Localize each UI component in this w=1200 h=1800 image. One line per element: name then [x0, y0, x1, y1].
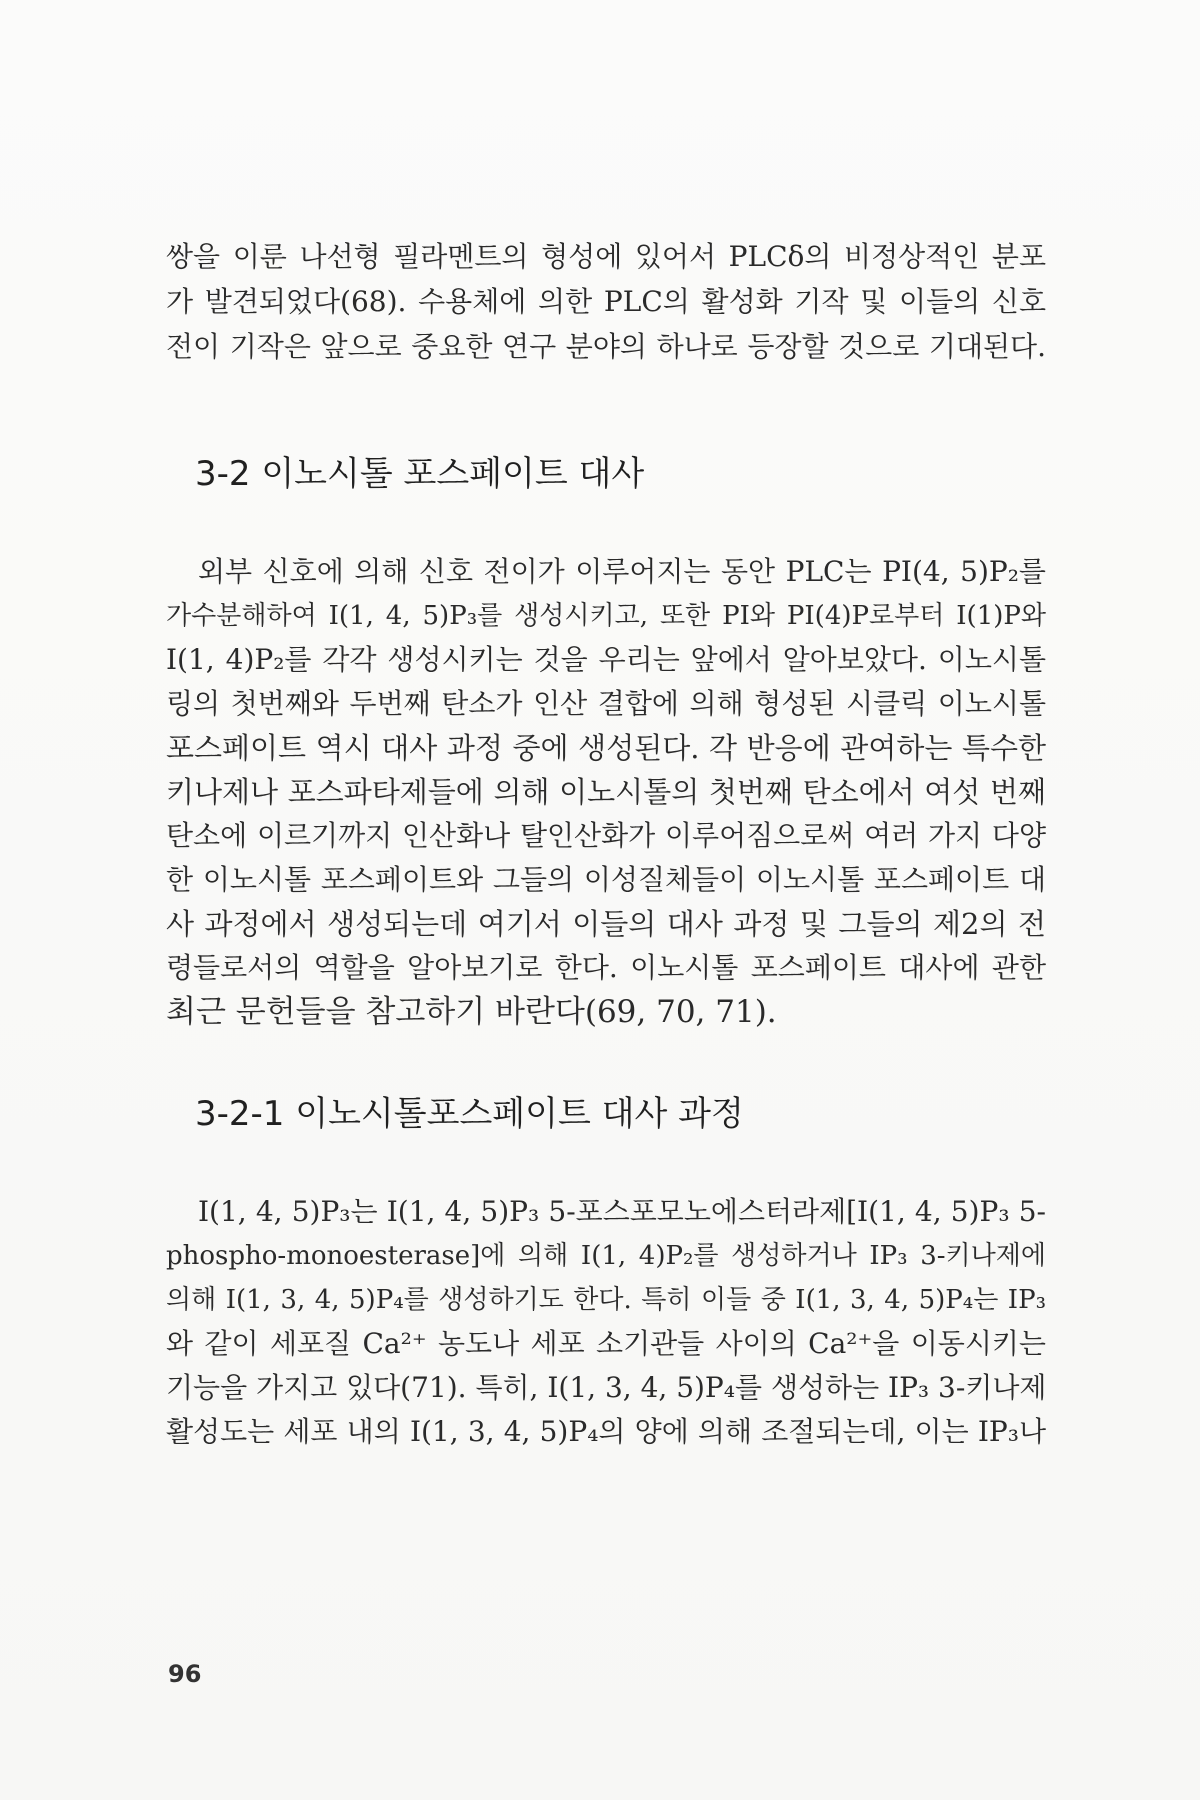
text-line: 최근 문헌들을 참고하기 바란다(69, 70, 71). [166, 994, 777, 1030]
text-line: 포스페이트 역시 대사 과정 중에 생성된다. 각 반응에 관여하는 특수한 [166, 731, 1046, 765]
text-line: 키나제나 포스파타제들에 의해 이노시톨의 첫번째 탄소에서 여섯 번째 [166, 775, 1046, 809]
text-line: 쌍을 이룬 나선형 필라멘트의 형성에 있어서 PLCδ의 비정상적인 분포 [166, 240, 1046, 273]
text-line: 와 같이 세포질 Ca²⁺ 농도나 세포 소기관들 사이의 Ca²⁺을 이동시키는 [166, 1327, 1046, 1360]
text-line: 가수분해하여 I(1, 4, 5)P₃를 생성시키고, 또한 PI와 PI(4)P로부터 I(1)P와 [166, 601, 1046, 631]
page-number: 96 [168, 1660, 202, 1688]
text-line: I(1, 4)P₂를 각각 생성시키는 것을 우리는 앞에서 알아보았다. 이노시톨 [166, 643, 1046, 676]
text-line: 기능을 가지고 있다(71). 특히, I(1, 3, 4, 5)P₄를 생성하는 IP₃ 3-키나제 [166, 1371, 1047, 1404]
text-line: 령들로서의 역할을 알아보기로 한다. 이노시톨 포스페이트 대사에 관한 [166, 951, 1046, 984]
text-line: 탄소에 이르기까지 인산화나 탈인산화가 이루어짐으로써 여러 가지 다양 [166, 819, 1046, 852]
text-line: 링의 첫번째와 두번째 탄소가 인산 결합에 의해 형성된 시클릭 이노시톨 [166, 687, 1046, 720]
text-line: 사 과정에서 생성되는데 여기서 이들의 대사 과정 및 그들의 제2의 전 [166, 907, 1046, 941]
text-line: 의해 I(1, 3, 4, 5)P₄를 생성하기도 한다. 특히 이들 중 I(1, 3, 4, 5)P₄는 IP₃ [166, 1285, 1046, 1315]
text-line: phospho-monoesterase]에 의해 I(1, 4)P₂를 생성하거나 IP₃ 3-키나제에 [166, 1241, 1046, 1271]
text-line: 활성도는 세포 내의 I(1, 3, 4, 5)P₄의 양에 의해 조절되는데, 이는 IP₃나 [166, 1415, 1046, 1448]
text-line: 전이 기작은 앞으로 중요한 연구 분야의 하나로 등장할 것으로 기대된다. [166, 330, 1046, 363]
subsection-heading: 3-2-1 이노시톨포스페이트 대사 과정 [195, 1094, 744, 1134]
text-line: 한 이노시톨 포스페이트와 그들의 이성질체들이 이노시톨 포스페이트 대 [166, 863, 1046, 896]
text-line: 가 발견되었다(68). 수용체에 의한 PLC의 활성화 기작 및 이들의 신호 [166, 285, 1046, 318]
section-heading: 3-2 이노시톨 포스페이트 대사 [195, 454, 645, 494]
text-line: I(1, 4, 5)P₃는 I(1, 4, 5)P₃ 5-포스포모노에스터라제[I(1, 4, 5)P₃ 5- [198, 1195, 1046, 1228]
text-line: 외부 신호에 의해 신호 전이가 이루어지는 동안 PLC는 PI(4, 5)P₂를 [198, 555, 1046, 588]
